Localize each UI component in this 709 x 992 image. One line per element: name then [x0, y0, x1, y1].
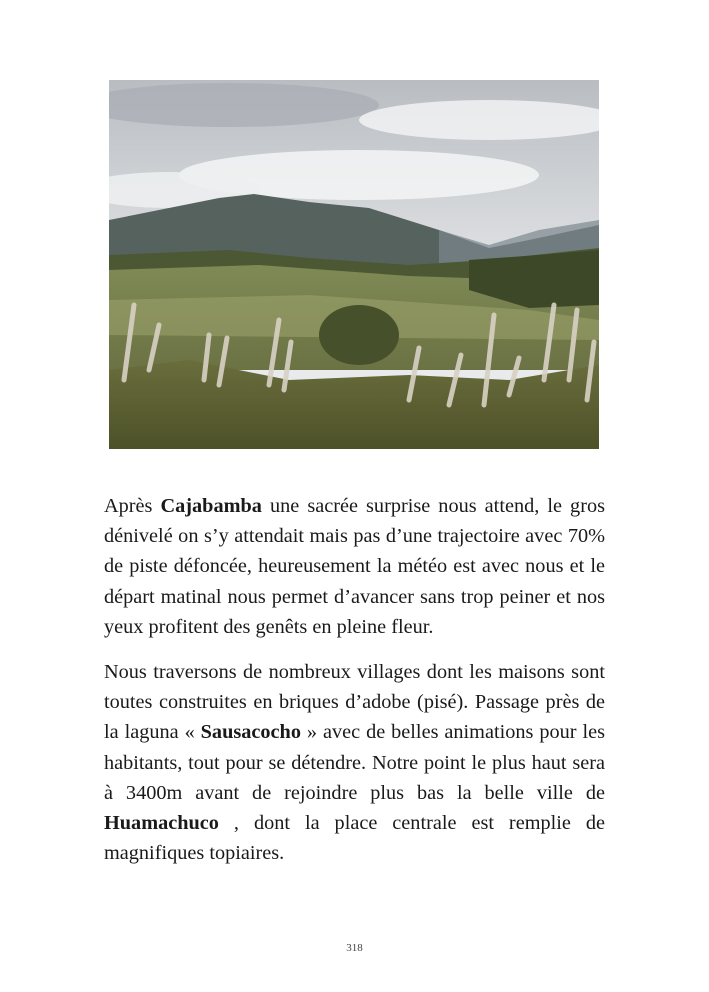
landscape-photo: [109, 80, 599, 449]
text-run: , dont la place centrale est remplie de magnifiques topiaires.: [104, 812, 605, 865]
page-number: 318: [346, 942, 363, 954]
body-text: [104, 491, 605, 883]
text-run: » avec de belles animations pour les habitants, tout pour se détendre. Notre point le plus haut sera à 3400m avant de rejoindre plus bas la belle ville de: [104, 721, 605, 804]
text-run: Nous traversons de nombreux villages dont les maisons sont toutes construites en briques d’adobe (pisé). Passage près de la laguna «: [104, 661, 605, 744]
place-name-cajabamba: Cajabamba: [160, 495, 262, 517]
place-name-sausacocho: Sausacocho: [200, 721, 301, 744]
place-name-huamachuco: Huamachuco: [104, 812, 219, 835]
text-run: Après: [104, 495, 161, 517]
paragraph-1: [104, 491, 605, 642]
paragraph-2: [104, 657, 605, 868]
landscape-illustration: [109, 80, 599, 449]
text-run: une sacrée surprise nous attend, le gros dénivelé on s’y attendait mais pas d’une trajectoire avec 70% de piste défoncée, heureusement la météo est avec nous et le départ matinal nous permet d’avancer sans trop peiner et nos yeux profitent des genêts en pleine fleur.: [104, 495, 605, 638]
